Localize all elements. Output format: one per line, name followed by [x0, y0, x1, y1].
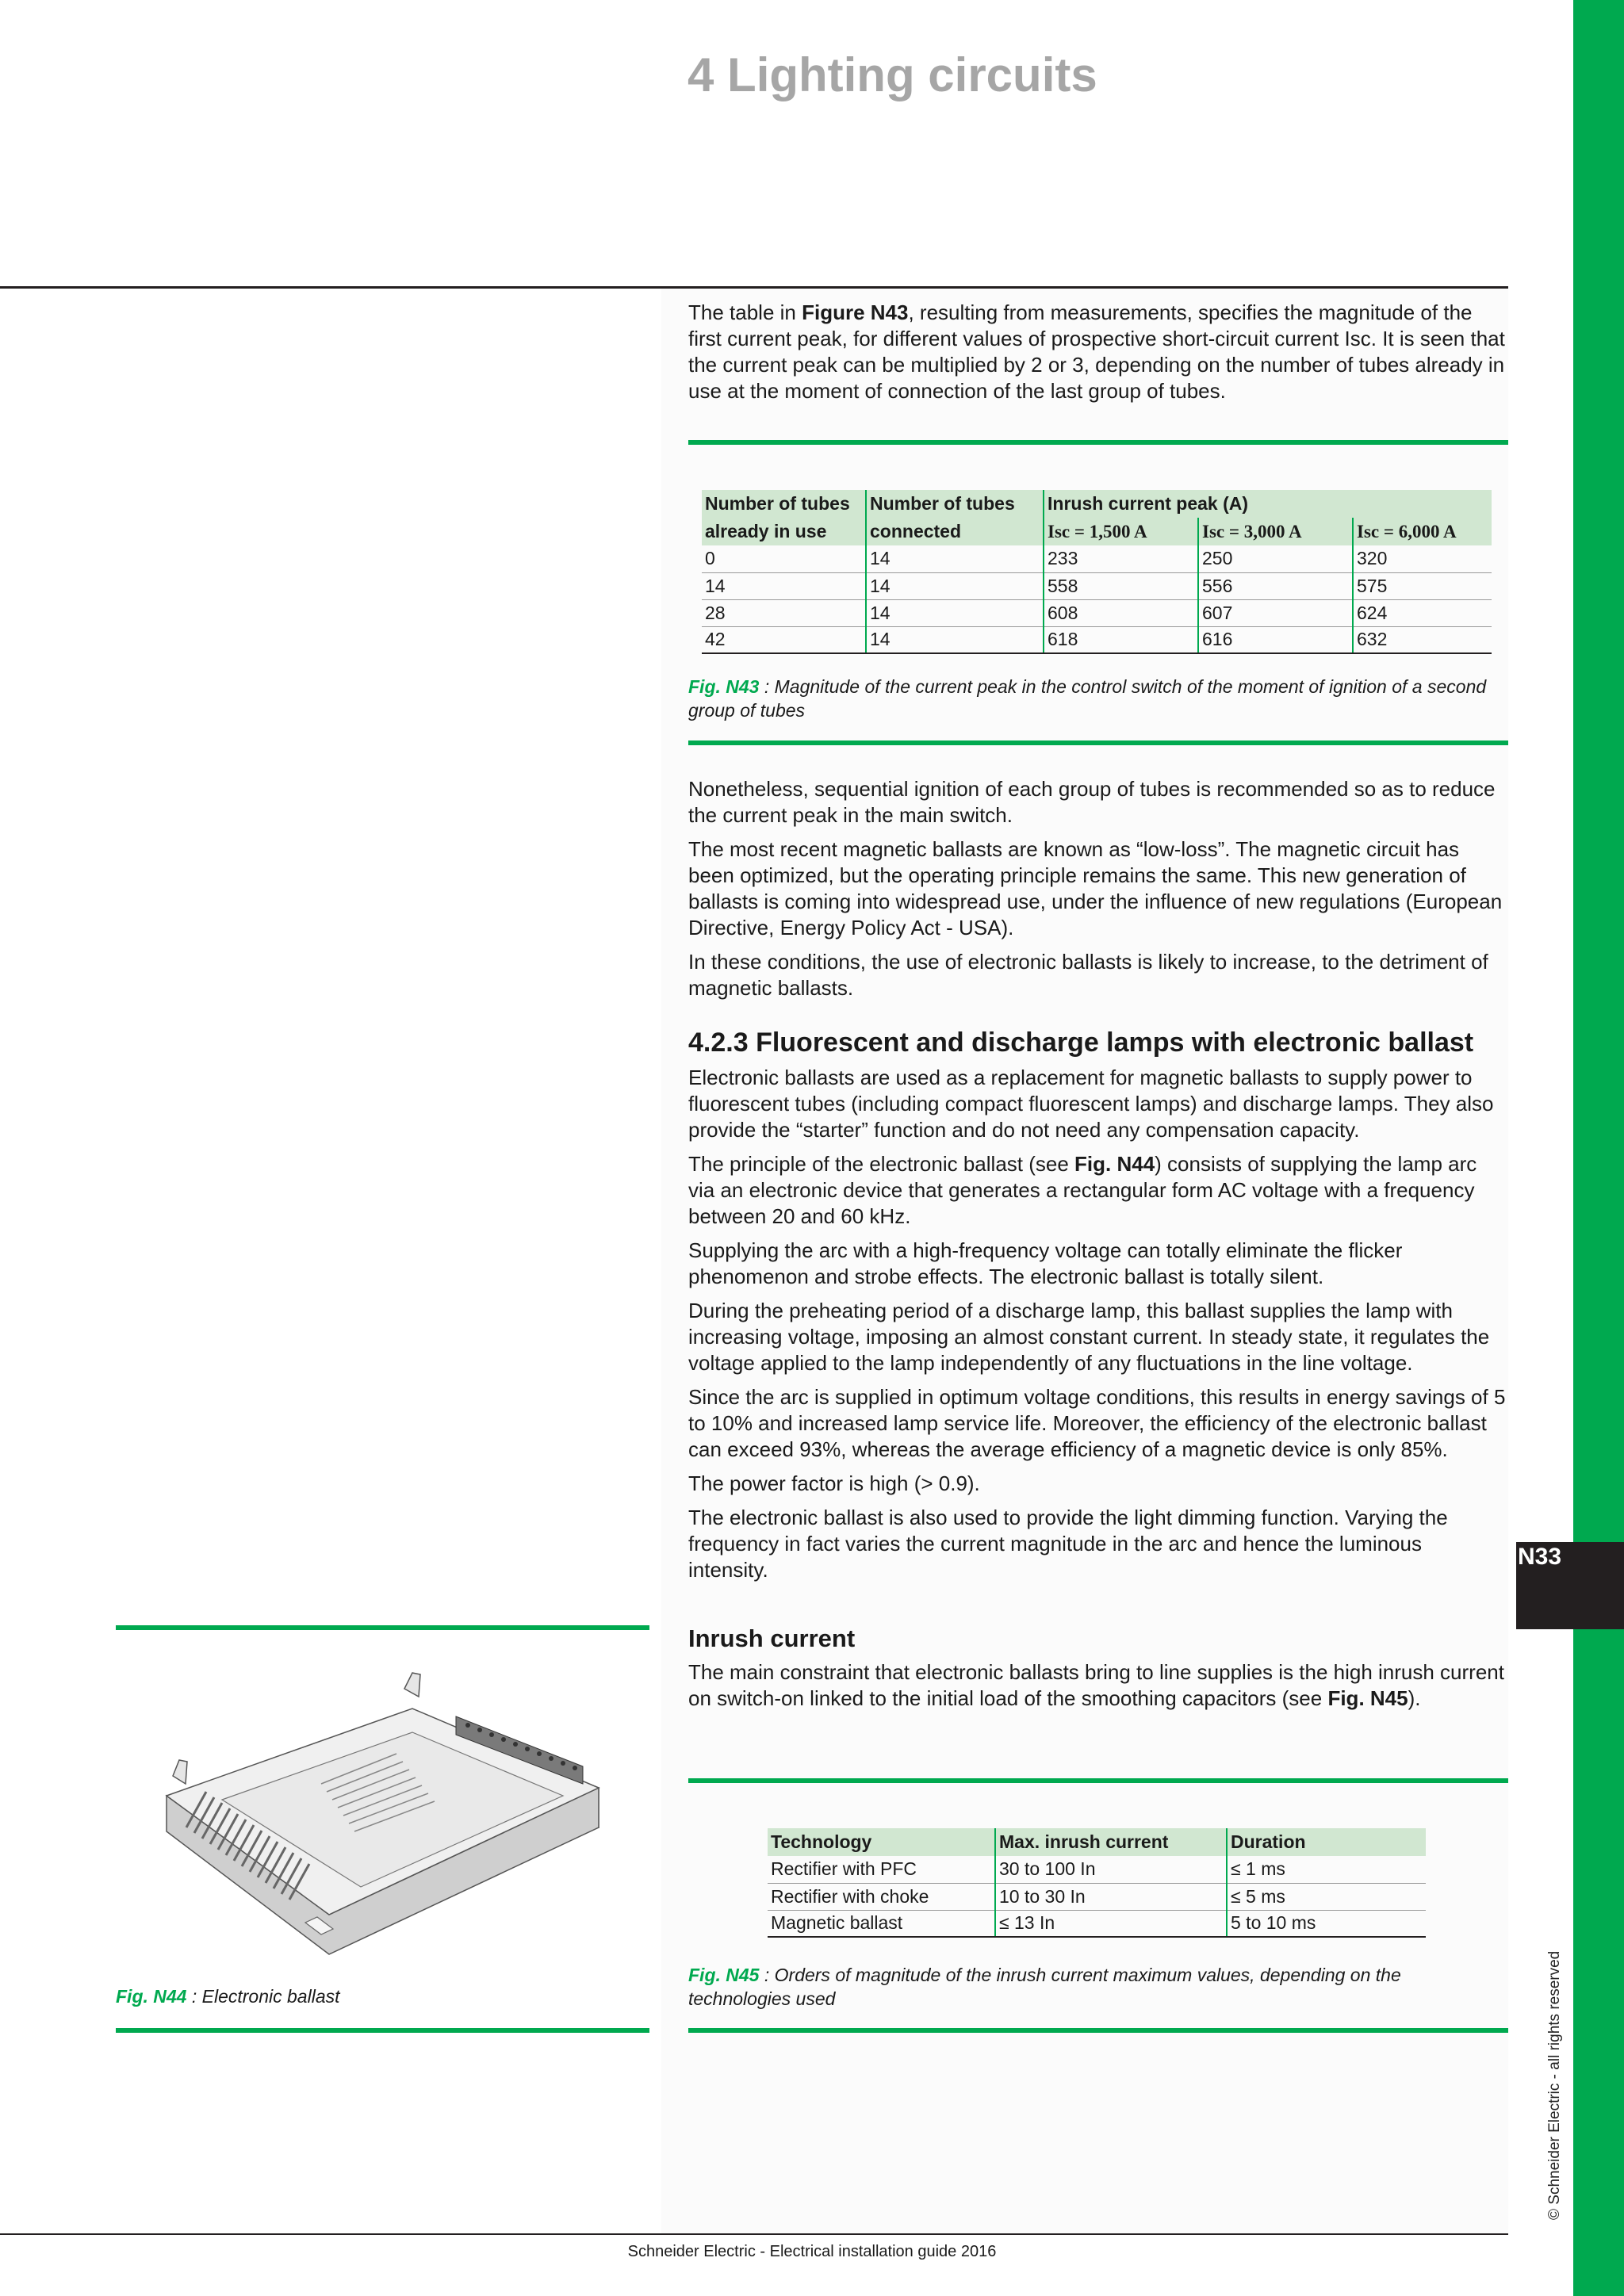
page-title: 4 Lighting circuits	[688, 48, 1097, 101]
figure-n43-top-rule	[688, 440, 1508, 445]
table-row	[702, 545, 1492, 572]
figure-label: Fig. N43	[688, 676, 760, 697]
paragraph: In these conditions, the use of electronic ballasts is likely to increase, to the detriment of magnetic ballasts.	[688, 950, 1488, 1000]
table-cell: 558	[1044, 572, 1198, 599]
paragraph: Nonetheless, sequential ignition of each group of tubes is recommended so as to reduce the current peak in the main switch.	[688, 777, 1496, 827]
figure-n45-caption: Fig. N45 : Orders of magnitude of the inrush current maximum values, depending on the technologies used	[688, 1965, 1401, 2009]
table-cell: Magnetic ballast	[768, 1910, 995, 1937]
paragraph: The principle of the electronic ballast (see Fig. N44) consists of supplying the lamp arc via an electronic device that generates a rectangular form AC voltage with a frequency between 20 and 60 kHz.	[688, 1152, 1477, 1228]
table-cell: 556	[1198, 572, 1353, 599]
table-cell: 14	[866, 545, 1044, 572]
table-cell: 320	[1353, 545, 1492, 572]
table-cell: 14	[866, 572, 1044, 599]
table-cell: 618	[1044, 626, 1198, 653]
header-isc-1500: Isc = 1,500 A	[1044, 518, 1198, 545]
copyright-notice: © Schneider Electric - all rights reserved	[1546, 1950, 1563, 2220]
table-cell: 607	[1198, 599, 1353, 626]
table-cell: ≤ 13 In	[995, 1910, 1227, 1937]
table-header-row	[702, 518, 1492, 545]
paragraph: The most recent magnetic ballasts are known as “low-loss”. The magnetic circuit has been optimized, but the operating principle remains the same. This new generation of ballasts is coming into widespread use, under the influence of new regulations (European Directive, Energy Policy Act - USA).	[688, 837, 1503, 939]
paragraph: Electronic ballasts are used as a replacement for magnetic ballasts to supply power to fluorescent tubes (including compact fluorescent lamps) and discharge lamps. They also provide the “starter” function and do not need any compensation capacity.	[688, 1066, 1494, 1142]
figure-n43-caption: Fig. N43 : Magnitude of the current peak in the control switch of the moment of ignition of a second group of tubes	[688, 676, 1487, 721]
figure-n45-reference: Fig. N45	[1327, 1686, 1408, 1710]
figure-n44-reference: Fig. N44	[1074, 1152, 1155, 1176]
figure-label: Fig. N45	[688, 1965, 760, 1985]
header-isc-6000: Isc = 6,000 A	[1353, 518, 1492, 545]
header-duration: Duration	[1227, 1828, 1426, 1856]
subsection-heading: Inrush current	[688, 1624, 856, 1652]
table-row	[702, 599, 1492, 626]
header-tubes-connected: Number of tubes	[866, 490, 1044, 518]
figure-n45-top-rule	[688, 1778, 1508, 1783]
section-423-body	[688, 1065, 1507, 1591]
table-row	[702, 626, 1492, 653]
figure-n43-bottom-rule	[688, 740, 1508, 745]
table-cell: 575	[1353, 572, 1492, 599]
table-cell: 42	[702, 626, 866, 653]
table-cell: Rectifier with choke	[768, 1883, 995, 1910]
table-cell: ≤ 5 ms	[1227, 1883, 1426, 1910]
figure-n44-caption: Fig. N44 : Electronic ballast	[116, 1986, 340, 2007]
intro-paragraph: The table in Figure N43, resulting from measurements, specifies the magnitude of the first current peak, for different values of prospective short-circuit current Isc. It is seen that the current peak can be multiplied by 2 or 3, depending on the number of tubes already in use at the moment of connection of the last group of tubes.	[688, 300, 1505, 403]
footer-rule	[0, 2233, 1508, 2235]
header-tubes-in-use-line2: already in use	[702, 518, 866, 545]
figure-n43-reference: Figure N43	[802, 300, 909, 324]
table-cell: 28	[702, 599, 866, 626]
paragraph: During the preheating period of a discharge lamp, this ballast supplies the lamp with increasing voltage, imposing an almost constant current. In steady state, it regulates the voltage applied to the lamp independently of any fluctuations in the line voltage.	[688, 1299, 1490, 1375]
side-green-bar	[1573, 0, 1624, 2296]
table-row	[768, 1883, 1426, 1910]
body-paragraphs-a	[688, 776, 1507, 1009]
table-cell: 0	[702, 545, 866, 572]
paragraph: Since the arc is supplied in optimum voltage conditions, this results in energy savings of 5 to 10% and increased lamp service life. Moreover, the efficiency of the electronic ballast can exceed 93%, whereas the average efficiency of a magnetic device is only 85%.	[688, 1385, 1506, 1461]
electronic-ballast-illustration	[151, 1665, 611, 1966]
table-n45	[768, 1828, 1426, 1938]
header-tubes-in-use: Number of tubes	[702, 490, 866, 518]
table-cell: 616	[1198, 626, 1353, 653]
footer-text: Schneider Electric - Electrical installation guide 2016	[627, 2243, 997, 2260]
table-cell: 10 to 30 In	[995, 1883, 1227, 1910]
header-technology: Technology	[768, 1828, 995, 1856]
header-isc-3000: Isc = 3,000 A	[1198, 518, 1353, 545]
figure-n44-top-rule	[116, 1625, 649, 1630]
table-n43	[702, 490, 1492, 654]
table-cell: 250	[1198, 545, 1353, 572]
paragraph: Supplying the arc with a high-frequency voltage can totally eliminate the flicker phenomenon and strobe effects. The electronic ballast is totally silent.	[688, 1238, 1403, 1288]
figure-n45-bottom-rule	[688, 2028, 1508, 2033]
table-header-row	[702, 490, 1492, 518]
page-number-label: N33	[1518, 1544, 1562, 1570]
table-cell: 632	[1353, 626, 1492, 653]
table-cell: 30 to 100 In	[995, 1856, 1227, 1883]
header-max-inrush: Max. inrush current	[995, 1828, 1227, 1856]
table-row	[702, 572, 1492, 599]
section-heading: 4.2.3 Fluorescent and discharge lamps with electronic ballast	[688, 1027, 1474, 1058]
inrush-paragraph: The main constraint that electronic ballasts bring to line supplies is the high inrush current on switch-on linked to the initial load of the smoothing capacitors (see Fig. N45).	[688, 1660, 1504, 1710]
paragraph: The electronic ballast is also used to provide the light dimming function. Varying the frequency in fact varies the current magnitude in the arc and hence the luminous intensity.	[688, 1506, 1448, 1582]
figure-label: Fig. N44	[116, 1986, 187, 2007]
table-cell: 14	[866, 599, 1044, 626]
table-cell: ≤ 1 ms	[1227, 1856, 1426, 1883]
table-cell: 608	[1044, 599, 1198, 626]
table-cell: 5 to 10 ms	[1227, 1910, 1426, 1937]
table-row	[768, 1910, 1426, 1937]
paragraph: The power factor is high (> 0.9).	[688, 1471, 980, 1495]
table-cell: 233	[1044, 545, 1198, 572]
table-cell: 624	[1353, 599, 1492, 626]
table-header-row	[768, 1828, 1426, 1856]
table-cell: 14	[866, 626, 1044, 653]
header-tubes-connected-line2: connected	[866, 518, 1044, 545]
figure-n44-bottom-rule	[116, 2028, 649, 2033]
table-cell: Rectifier with PFC	[768, 1856, 995, 1883]
table-row	[768, 1856, 1426, 1883]
table-cell: 14	[702, 572, 866, 599]
header-inrush-peak: Inrush current peak (A)	[1044, 490, 1492, 518]
